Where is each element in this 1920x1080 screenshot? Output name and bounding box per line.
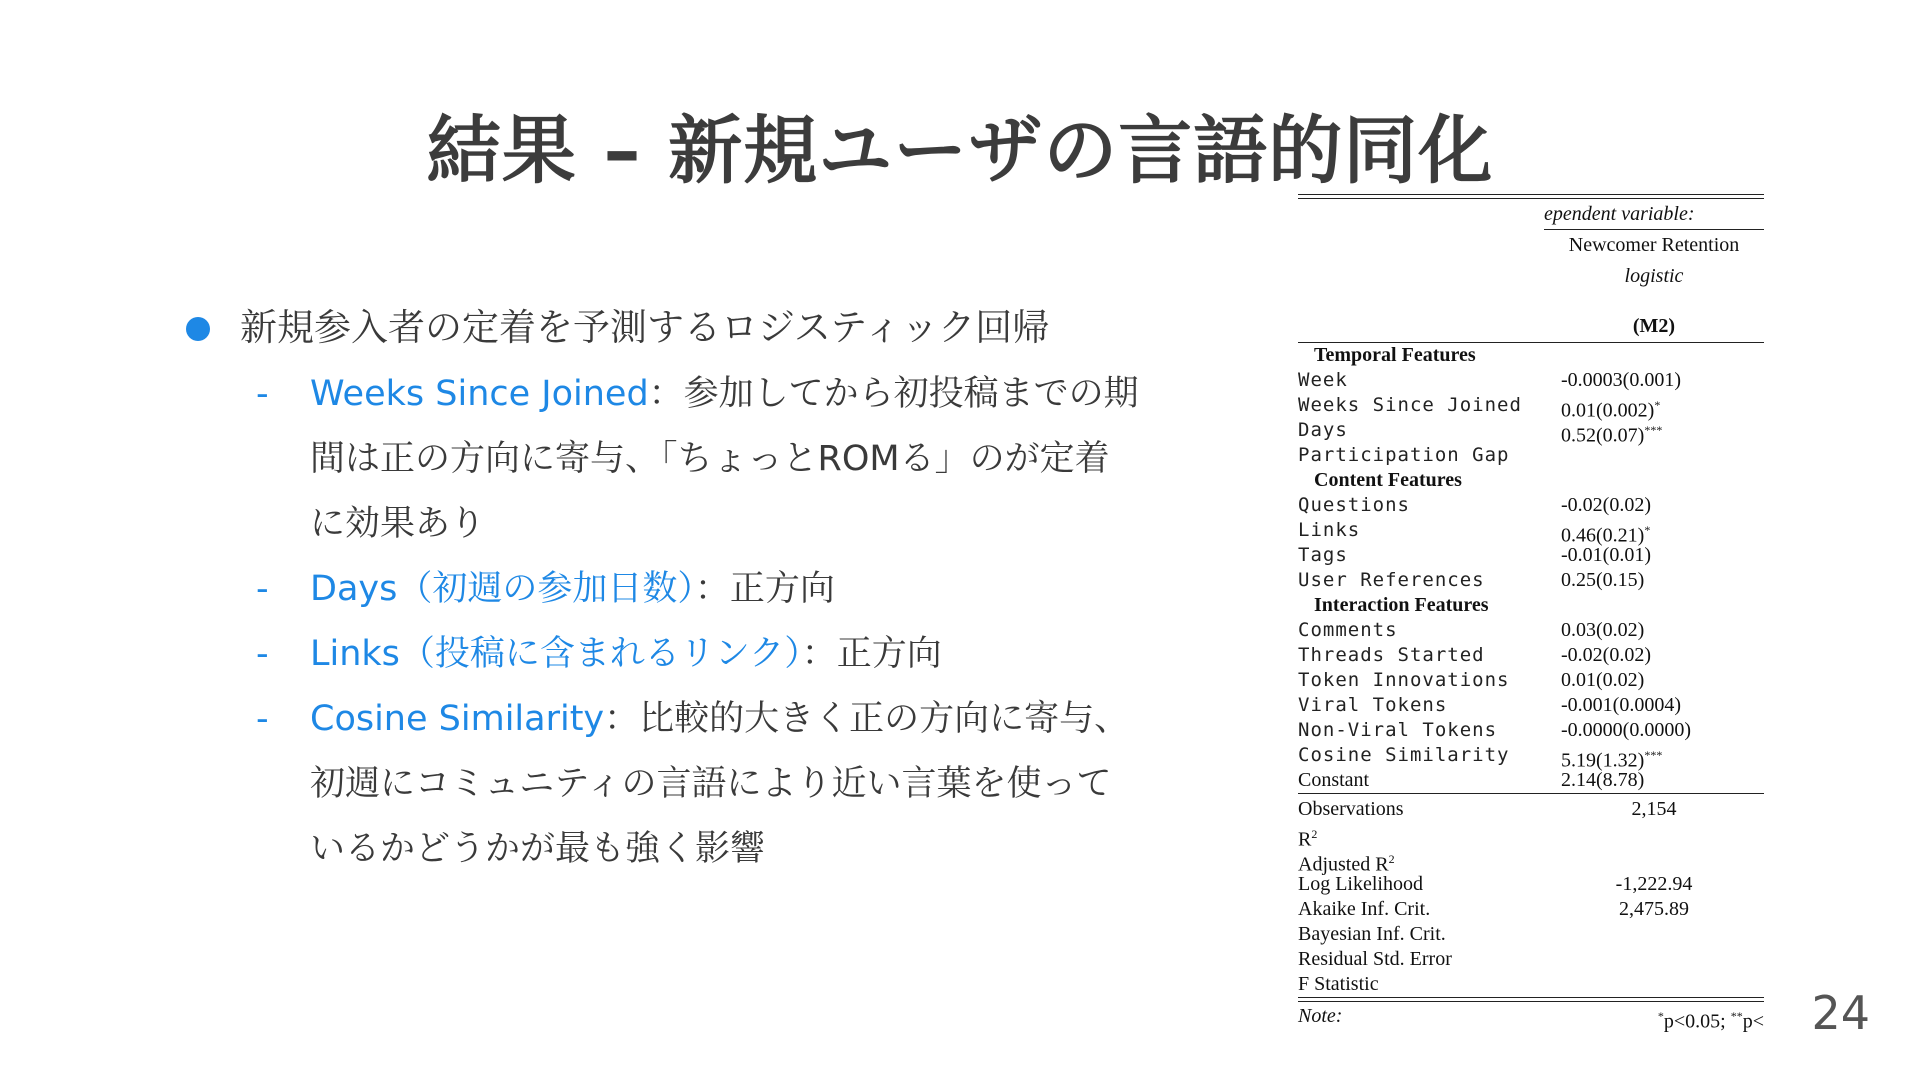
coefficient-row [1298,393,1764,422]
variable-name: Viral Tokens [1298,694,1448,716]
bullet-section [186,296,1166,882]
constant-label: Constant [1298,769,1370,791]
statistic-row [1298,797,1764,822]
dependent-variable-name: Newcomer Retention [1568,234,1740,256]
page-number: 24 [1811,986,1870,1040]
sub-bullet-line [186,752,1166,817]
variable-name: Participation Gap [1298,444,1510,466]
coefficient-row [1298,568,1764,593]
coefficient-row [1298,518,1764,547]
variable-name: Cosine Similarity [1298,744,1510,766]
sub-bullet-text: ：参加してから初投稿までの期 [648,374,1139,414]
sub-bullet-term: Days（初週の参加日数） [310,569,695,609]
variable-name: Threads Started [1298,644,1485,666]
coefficient-value: 5.19(1.32)*** [1561,748,1663,772]
sub-bullet-text: ：正方向 [694,569,835,609]
coefficient-row [1298,493,1764,518]
coefficient-value: 0.46(0.21)* [1561,523,1651,547]
coefficient-value: 0.01(0.002)* [1561,398,1661,422]
sub-bullet-list [186,362,1166,882]
bullet-dot-icon [186,317,210,341]
variable-name: Week [1298,369,1348,391]
coefficient-row [1298,693,1764,718]
statistic-value: -1,222.94 [1615,873,1693,895]
sub-bullet-dash-icon: - [256,699,269,739]
table-note [1298,1002,1764,1033]
variable-name: Tags [1298,544,1348,566]
sub-bullet-dash-icon: - [256,634,269,674]
model-type: logistic [1624,265,1684,287]
statistic-row [1298,872,1764,897]
sub-bullet-line [186,817,1166,882]
statistic-superscript: 2 [1311,827,1318,841]
coefficient-value: -0.0000(0.0000) [1561,719,1691,741]
variable-name: Weeks Since Joined [1298,394,1522,416]
section-header-row [1298,343,1764,368]
sub-bullet-dash-icon: - [256,374,269,414]
significance-stars: *** [1644,423,1663,437]
section-name: Temporal Features [1314,344,1476,366]
significance-stars: *** [1644,748,1663,762]
regression-table [1298,194,1764,1033]
section-header-row [1298,593,1764,618]
sub-bullet-term: Weeks Since Joined [310,374,649,414]
statistic-label: Log Likelihood [1298,873,1423,895]
sub-bullet-line [186,362,1166,427]
variable-name: Non-Viral Tokens [1298,719,1498,741]
coefficient-value: 0.01(0.02) [1561,669,1645,691]
significance-stars: * [1644,523,1651,537]
dependent-variable-header: ependent variable: [1544,199,1764,230]
sub-bullet-text: ：正方向 [801,634,942,674]
sub-bullet-text: 初週にコミュニティの言語により近い言葉を使って [310,764,1112,804]
coefficient-row [1298,643,1764,668]
sub-bullet-line [186,557,1166,622]
statistic-label: Akaike Inf. Crit. [1298,898,1431,920]
coefficient-value: -0.02(0.02) [1561,494,1651,516]
coefficients-body [1298,343,1764,793]
statistic-row [1298,897,1764,922]
statistic-row [1298,847,1764,876]
sub-bullet-line [186,427,1166,492]
statistic-label: Bayesian Inf. Crit. [1298,923,1446,945]
statistic-value: 2,475.89 [1619,898,1689,920]
coefficient-row [1298,368,1764,393]
statistic-label: $R^2$ [1298,827,1318,851]
sub-bullet-term: Links（投稿に含まれるリンク） [310,634,802,674]
main-bullet [186,296,1166,360]
sub-bullet-text: に効果あり [310,504,486,544]
sub-bullet-term: Cosine Similarity [310,699,605,739]
coefficient-value: -0.0003(0.001) [1561,369,1681,391]
sub-bullet-text: いるかどうかが最も強く影響 [310,829,766,869]
sub-bullet-text: 間は正の方向に寄与、「ちょっとROMる」のが定着 [310,439,1110,479]
coefficient-row [1298,543,1764,568]
coefficient-row [1298,443,1764,468]
statistic-label: F Statistic [1298,973,1379,995]
coefficient-value: -0.02(0.02) [1561,644,1651,666]
sub-bullet-line [186,492,1166,557]
statistic-value: 2,154 [1631,798,1677,820]
statistic-row [1298,947,1764,972]
coefficient-value: 0.25(0.15) [1561,569,1645,591]
section-header-row [1298,468,1764,493]
variable-name: Days [1298,419,1348,441]
coefficient-value: 0.52(0.07)*** [1561,423,1663,447]
statistic-label: Residual Std. Error [1298,948,1452,970]
constant-row [1298,768,1764,793]
slide-title: 結果 – 新規ユーザの言語的同化 [426,108,1494,194]
statistic-row [1298,822,1764,851]
coefficient-row [1298,718,1764,743]
section-name: Content Features [1314,469,1462,491]
sub-bullet-line [186,687,1166,752]
note-label: Note: [1298,1005,1343,1027]
significance-stars: * [1654,398,1661,412]
sub-bullet-line [186,622,1166,687]
section-name: Interaction Features [1314,594,1489,616]
statistic-row [1298,972,1764,997]
coefficient-row [1298,418,1764,447]
coefficient-row [1298,743,1764,772]
main-bullet-text: 新規参入者の定着を予測するロジスティック回帰 [240,306,1050,349]
statistics-body [1298,794,1764,997]
model-label: (M2) [1632,315,1676,337]
coefficient-value: 0.03(0.02) [1561,619,1645,641]
statistic-row [1298,922,1764,947]
variable-name: Token Innovations [1298,669,1510,691]
constant-value: 2.14(8.78) [1561,769,1645,791]
coefficient-row [1298,668,1764,693]
statistic-label: Observations [1298,798,1404,820]
sub-bullet-dash-icon: - [256,569,269,609]
statistic-superscript: 2 [1388,852,1395,866]
variable-name: Questions [1298,494,1410,516]
variable-name: Comments [1298,619,1398,641]
note-text: *p<0.05; **p< [1657,1009,1764,1033]
coefficient-value: -0.01(0.01) [1561,544,1651,566]
statistic-label: Adjusted $R^2$ [1298,852,1395,876]
coefficient-value: -0.001(0.0004) [1561,694,1681,716]
sub-bullet-text: ：比較的大きく正の方向に寄与、 [604,699,1130,739]
variable-name: User References [1298,569,1485,591]
variable-name: Links [1298,519,1361,541]
coefficient-row [1298,618,1764,643]
